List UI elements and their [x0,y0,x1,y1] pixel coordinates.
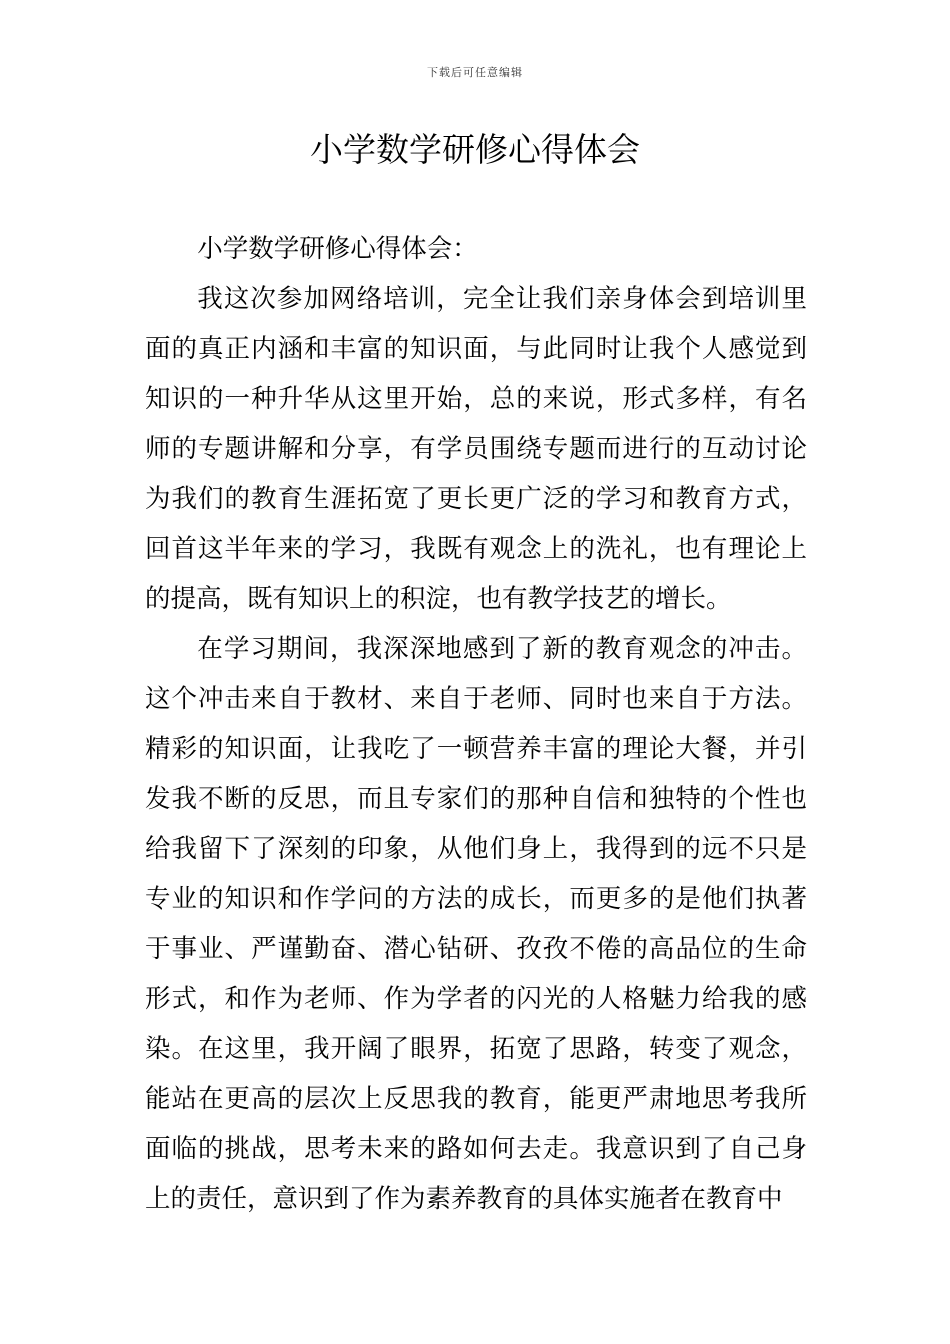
document-title: 小学数学研修心得体会 [310,130,640,169]
header-note: 下载后可任意编辑 [427,66,523,79]
paragraph-greeting: 小学数学研修心得体会： [197,234,478,264]
paragraph-1: 我这次参加网络培训，完全让我们亲身体会到培训里面的真正内涵和丰富的知识面，与此同时让我个人感觉到知识的一种升华从这里开始，总的来说，形式多样，有名师的专题讲解和分享，有学员围绕专题而进行的互动讨论为我们的教育生涯拓宽了更长更广泛的学习和教育方式，回首这半年来的学习，我既有观念上的洗礼，也有理论上的提高，既有知识上的积淀，也有教学技艺的增长。 [145,284,807,614]
paragraph-2: 在学习期间，我深深地感到了新的教育观念的冲击。这个冲击来自于教材、来自于老师、同时也来自于方法。精彩的知识面，让我吃了一顿营养丰富的理论大餐，并引发我不断的反思，而且专家们的那种自信和独特的个性也给我留下了深刻的印象，从他们身上，我得到的远不只是专业的知识和作学问的方法的成长，而更多的是他们执著于事业、严谨勤奋、潜心钻研、孜孜不倦的高品位的生命形式，和作为老师、作为学者的闪光的人格魅力给我的感染。在这里，我开阔了眼界，拓宽了思路，转变了观念，能站在更高的层次上反思我的教育，能更严肃地思考我所面临的挑战，思考未来的路如何去走。我意识到了自己身上的责任，意识到了作为素养教育的具体实施者在教育中 [145,634,807,1214]
document-body [145,224,807,1224]
